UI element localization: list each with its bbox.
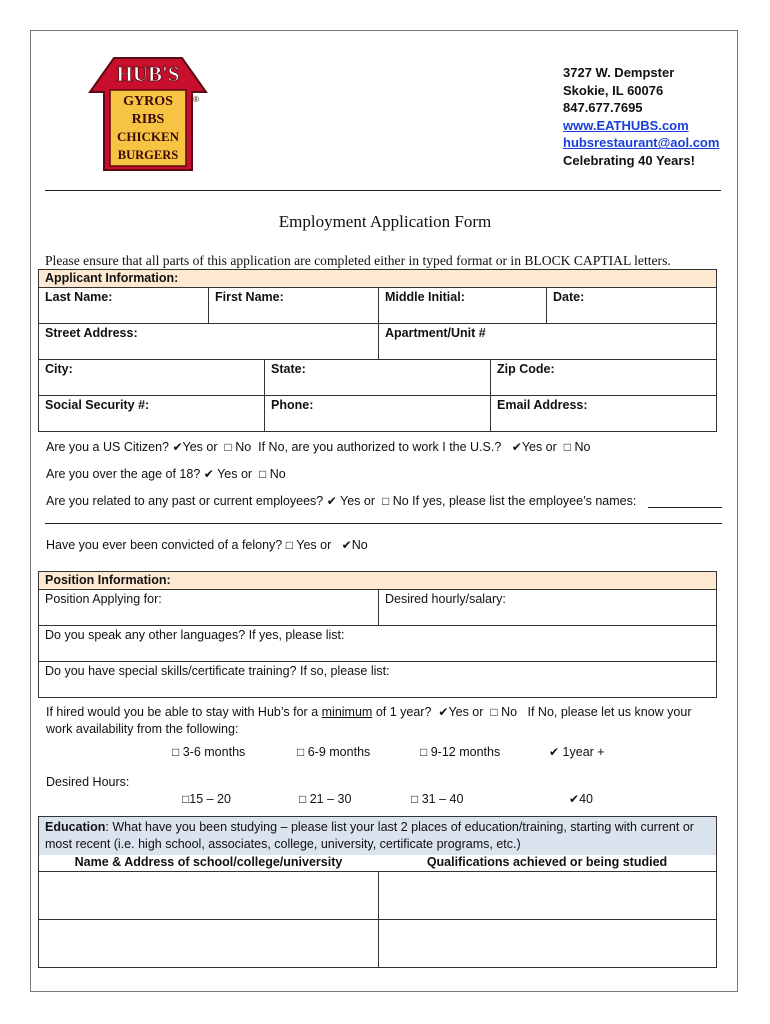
last-name-field[interactable] [39, 288, 209, 323]
stay-no-label: No [501, 705, 518, 719]
zip-code-label: Zip Code: [497, 362, 555, 376]
applicant-section [38, 269, 717, 432]
authorized-no-checkbox[interactable]: □ [563, 440, 571, 454]
tagline: Celebrating 40 Years! [563, 152, 695, 168]
street-address-label: Street Address: [45, 326, 138, 340]
over18-no-checkbox[interactable]: □ [259, 467, 267, 481]
related-no-checkbox[interactable]: □ [381, 494, 390, 508]
hours-checkbox-1[interactable]: □ [182, 792, 190, 806]
availability-label-4: 1year + [562, 745, 605, 759]
related-yes-label: Yes or [340, 494, 376, 508]
desired-hours-label: Desired Hours: [46, 775, 130, 789]
state-label: State: [271, 362, 306, 376]
stay-yes-label: Yes or [448, 705, 484, 719]
over18-yes-checkbox[interactable]: ✔ [203, 467, 214, 481]
middle-initial-label: Middle Initial: [385, 290, 465, 304]
email-label: Email Address: [497, 398, 588, 412]
logo-line-4: BURGERS [117, 148, 179, 162]
citizen-question [46, 440, 590, 454]
zip-code-field[interactable] [491, 360, 716, 395]
hours-label-3: 31 – 40 [421, 792, 464, 806]
stay-question-suffix: If No, please let us know your [527, 705, 692, 719]
logo-line-2: RIBS [131, 112, 165, 127]
availability-checkbox-1[interactable]: □ [172, 745, 180, 759]
felony-question [46, 538, 368, 552]
felony-yes-checkbox[interactable]: □ [285, 538, 293, 552]
form-instructions: Please ensure that all parts of this application are completed either in typed format or in BLOCK CAPTIAL letters. [45, 253, 671, 268]
citizen-yes-label: Yes or [182, 440, 218, 454]
citizen-no-checkbox[interactable]: □ [224, 440, 232, 454]
employee-names-line-2[interactable] [45, 523, 722, 524]
availability-label-1: 3-6 months [182, 745, 246, 759]
felony-no-checkbox[interactable]: ✔ [341, 538, 352, 552]
felony-yes-label: Yes or [296, 538, 332, 552]
related-question-text: Are you related to any past or current employees? [46, 494, 324, 508]
form-title: Employment Application Form [278, 212, 492, 231]
availability-label-3: 9-12 months [430, 745, 501, 759]
first-name-field[interactable] [209, 288, 379, 323]
position-section [38, 571, 717, 698]
education-label: Education [45, 820, 106, 834]
citizen-question-text: Are you a US Citizen? [46, 440, 169, 454]
languages-field[interactable] [39, 626, 716, 661]
citizen-yes-checkbox[interactable]: ✔ [172, 440, 183, 454]
hours-checkbox-2[interactable]: □ [299, 792, 307, 806]
logo-line-3: CHICKEN [116, 129, 180, 144]
over18-question [46, 467, 286, 481]
citizen-no-label: No [235, 440, 252, 454]
phone-number: 847.677.7695 [563, 100, 643, 116]
felony-question-text: Have you ever been convicted of a felony? [46, 538, 283, 552]
address-line-2: Skokie, IL 60076 [563, 82, 664, 98]
over18-yes-label: Yes or [217, 467, 253, 481]
hours-option-3[interactable] [411, 792, 463, 806]
hours-checkbox-4[interactable]: ✔ [569, 792, 580, 806]
hours-option-1[interactable] [182, 792, 231, 806]
hours-label-1: 15 – 20 [189, 792, 231, 806]
education-columns [39, 855, 716, 872]
hours-option-4[interactable] [569, 792, 593, 806]
first-name-label: First Name: [215, 290, 284, 304]
education-description: : What have you been studying – please list your last 2 places of education/training, starting with current or most recent (i.e. high school, associates, college, university, certificate programs, etc.) [45, 820, 694, 851]
authorized-question-text: If No, are you authorized to work I the U.S.? [258, 440, 502, 454]
state-field[interactable] [265, 360, 491, 395]
city-label: City: [45, 362, 73, 376]
email-field[interactable] [491, 396, 716, 431]
authorized-yes-checkbox[interactable]: ✔ [511, 440, 522, 454]
education-col-qualifications: Qualifications achieved or being studied [426, 855, 668, 869]
ssn-label: Social Security #: [45, 398, 150, 412]
website-link[interactable]: www.EATHUBS.com [563, 117, 689, 133]
stay-question-minimum: minimum [321, 705, 373, 719]
over18-question-text: Are you over the age of 18? [46, 467, 201, 481]
education-school-2[interactable] [39, 920, 379, 967]
related-question [46, 494, 636, 508]
related-yes-checkbox[interactable]: ✔ [326, 494, 337, 508]
stay-question-prefix: If hired would you be able to stay with Hub’s for a [46, 705, 319, 719]
felony-no-label: No [351, 538, 368, 552]
hours-label-2: 21 – 30 [309, 792, 352, 806]
city-field[interactable] [39, 360, 265, 395]
skills-field[interactable] [39, 662, 716, 697]
desired-salary-label: Desired hourly/salary: [385, 592, 506, 606]
availability-option-1[interactable] [172, 745, 245, 759]
logo-brand-text: HUB'S [116, 62, 180, 86]
over18-no-label: No [269, 467, 286, 481]
phone-label: Phone: [271, 398, 314, 412]
position-applying-field[interactable] [39, 590, 379, 625]
availability-checkbox-2[interactable]: □ [297, 745, 305, 759]
availability-option-3[interactable] [420, 745, 500, 759]
position-applying-label: Position Applying for: [45, 592, 162, 606]
availability-option-4[interactable] [549, 745, 605, 759]
hours-checkbox-3[interactable]: □ [411, 792, 419, 806]
authorized-yes-label: Yes or [521, 440, 557, 454]
last-name-label: Last Name: [45, 290, 113, 304]
education-qualification-2[interactable] [379, 920, 716, 967]
stay-no-checkbox[interactable]: □ [490, 705, 498, 719]
apartment-field[interactable] [379, 324, 716, 359]
hours-label-4: 40 [579, 792, 593, 806]
hubs-logo [88, 52, 208, 174]
hours-option-2[interactable] [299, 792, 351, 806]
authorized-no-label: No [574, 440, 591, 454]
stay-yes-checkbox[interactable]: ✔ [438, 705, 449, 719]
ssn-field[interactable] [39, 396, 265, 431]
apartment-label: Apartment/Unit # [385, 326, 486, 340]
middle-initial-field[interactable] [379, 288, 547, 323]
logo-line-1: GYROS [123, 94, 173, 109]
phone-field[interactable] [265, 396, 491, 431]
education-section [38, 816, 717, 968]
skills-label: Do you have special skills/certificate training? If so, please list: [45, 664, 390, 678]
education-qualification-1[interactable] [379, 872, 716, 919]
address-line-1: 3727 W. Dempster [563, 65, 675, 80]
date-field[interactable] [547, 288, 716, 323]
availability-label-2: 6-9 months [307, 745, 371, 759]
applicant-header: Applicant Information: [39, 270, 716, 288]
position-header: Position Information: [39, 572, 716, 590]
education-col-school: Name & Address of school/college/university [74, 855, 343, 869]
stay-question [46, 705, 692, 719]
desired-salary-field[interactable] [379, 590, 716, 625]
email-link[interactable]: hubsrestaurant@aol.com [563, 135, 720, 151]
stay-question-mid: of 1 year? [375, 705, 432, 719]
availability-text: work availability from the following: [46, 722, 239, 736]
contact-block [563, 64, 719, 170]
availability-checkbox-3[interactable]: □ [420, 745, 428, 759]
employee-names-line[interactable] [648, 507, 722, 508]
languages-label: Do you speak any other languages? If yes, please list: [45, 628, 345, 642]
availability-checkbox-4[interactable]: ✔ [549, 745, 560, 759]
related-no-label: No If yes, please list the employee’s names: [392, 494, 637, 508]
education-school-1[interactable] [39, 872, 379, 919]
header-divider [45, 190, 721, 191]
logo-reg-mark: ® [193, 95, 199, 104]
street-address-field[interactable] [39, 324, 379, 359]
availability-option-2[interactable] [297, 745, 370, 759]
education-header [39, 817, 716, 855]
date-label: Date: [553, 290, 585, 304]
